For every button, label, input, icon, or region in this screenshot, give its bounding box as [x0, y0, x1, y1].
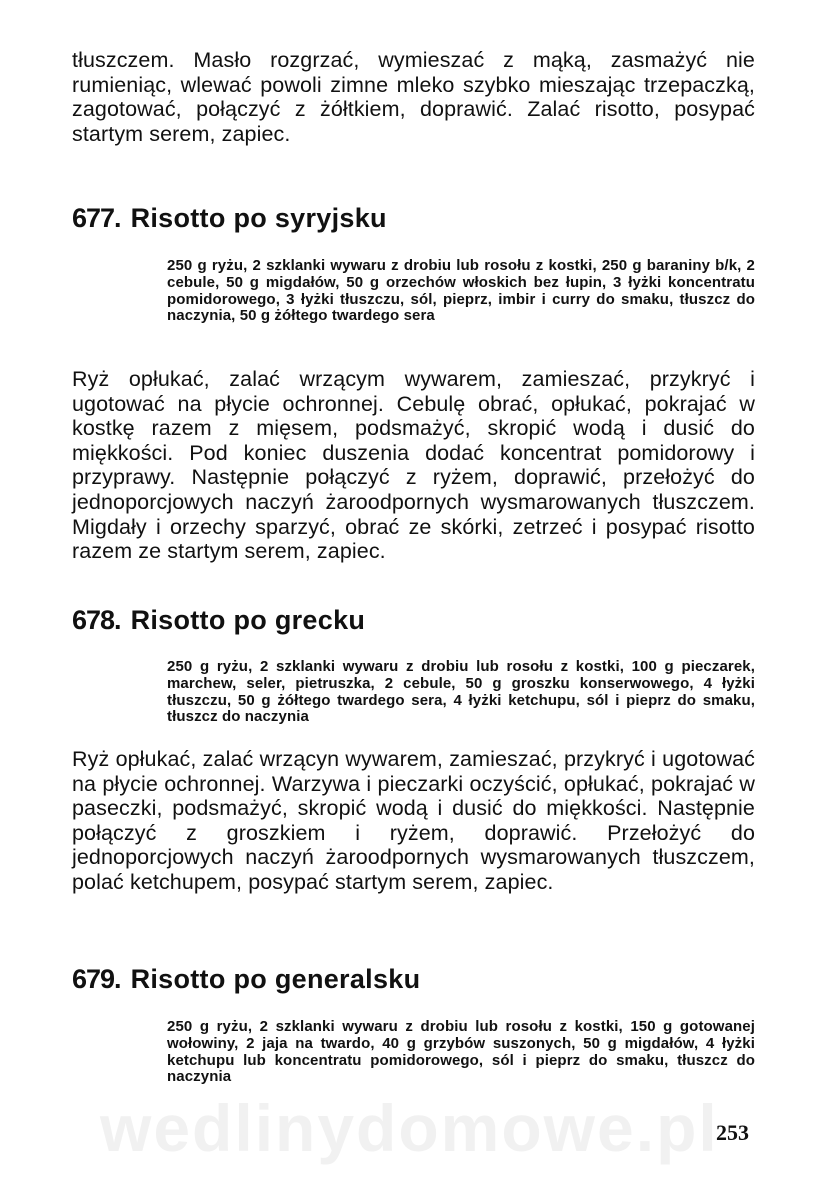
intro-paragraph: tłuszczem. Masło rozgrzać, wymieszać z mąką, zasmażyć nie rumieniąc, wlewać powoli zimne mleko szybko mieszając trzepaczką, zagotować, połączyć z żółtkiem, doprawić. Zalać risotto, posypać startym serem, zapiec. — [72, 48, 755, 146]
recipe-number: 678. — [72, 605, 121, 635]
recipe-679-ingredients: 250 g ryżu, 2 szklanki wywaru z drobiu lub rosołu z kostki, 150 g gotowanej wołowiny, 2 jaja na twardo, 40 g grzybów suszonych, 50 g migdałów, 4 łyżki ketchupu lub koncentratu pomidorowego, sól i pieprz do smaku, tłuszcz do naczynia — [167, 1018, 755, 1086]
recipe-678-heading — [72, 605, 365, 636]
recipe-677-ingredients: 250 g ryżu, 2 szklanki wywaru z drobiu lub rosołu z kostki, 250 g baraniny b/k, 2 cebule, 50 g migdałów, 50 g orzechów włoskich bez łupin, 3 łyżki koncentratu pomidorowego, 3 łyżki tłuszczu, sól, pieprz, imbir i curry do smaku, tłuszcz do naczynia, 50 g żółtego twardego sera — [167, 257, 755, 325]
watermark: wedlinydomowe.pl — [100, 1091, 719, 1165]
recipe-678-ingredients: 250 g ryżu, 2 szklanki wywaru z drobiu lub rosołu z kostki, 100 g pieczarek, marchew, seler, pietruszka, 2 cebule, 50 g groszku konserwowego, 4 łyżki tłuszczu, 50 g żółtego twardego sera, 4 łyżki ketchupu, sól i pieprz do smaku, tłuszcz do naczynia — [167, 658, 755, 726]
recipe-title: Risotto po syryjsku — [130, 203, 387, 233]
recipe-677-heading — [72, 203, 387, 234]
recipe-number: 679. — [72, 964, 121, 994]
recipe-number: 677. — [72, 203, 121, 233]
recipe-678-instructions: Ryż opłukać, zalać wrzącyn wywarem, zamieszać, przykryć i ugotować na płycie ochronnej. Warzywa i pieczarki oczyścić, opłukać, pokrajać w paseczki, podsmażyć, skropić wodą i dusić do miękkości. Następnie połączyć z groszkiem i ryżem, doprawić. Przełożyć do jednoporcjowych naczyń żaroodpornych wysmarowanych tłuszczem, polać ketchupem, posypać startym serem, zapiec. — [72, 747, 755, 894]
page-number: 253 — [716, 1120, 749, 1145]
recipe-title: Risotto po generalsku — [130, 964, 421, 994]
recipe-679-heading — [72, 964, 420, 995]
recipe-title: Risotto po grecku — [130, 605, 366, 635]
recipe-677-instructions: Ryż opłukać, zalać wrzącym wywarem, zamieszać, przykryć i ugotować na płycie ochronnej. Cebulę obrać, opłukać, pokrajać w kostkę razem z mięsem, podsmażyć, skropić wodą i dusić do miękkości. Pod koniec duszenia dodać koncentrat pomidorowy i przyprawy. Następnie połączyć z ryżem, doprawić, przełożyć do jednoporcjowych naczyń żaroodpornych wysmarowanych tłuszczem. Migdały i orzechy sparzyć, obrać ze skórki, zetrzeć i posypać risotto razem ze startym serem, zapiec. — [72, 367, 755, 564]
